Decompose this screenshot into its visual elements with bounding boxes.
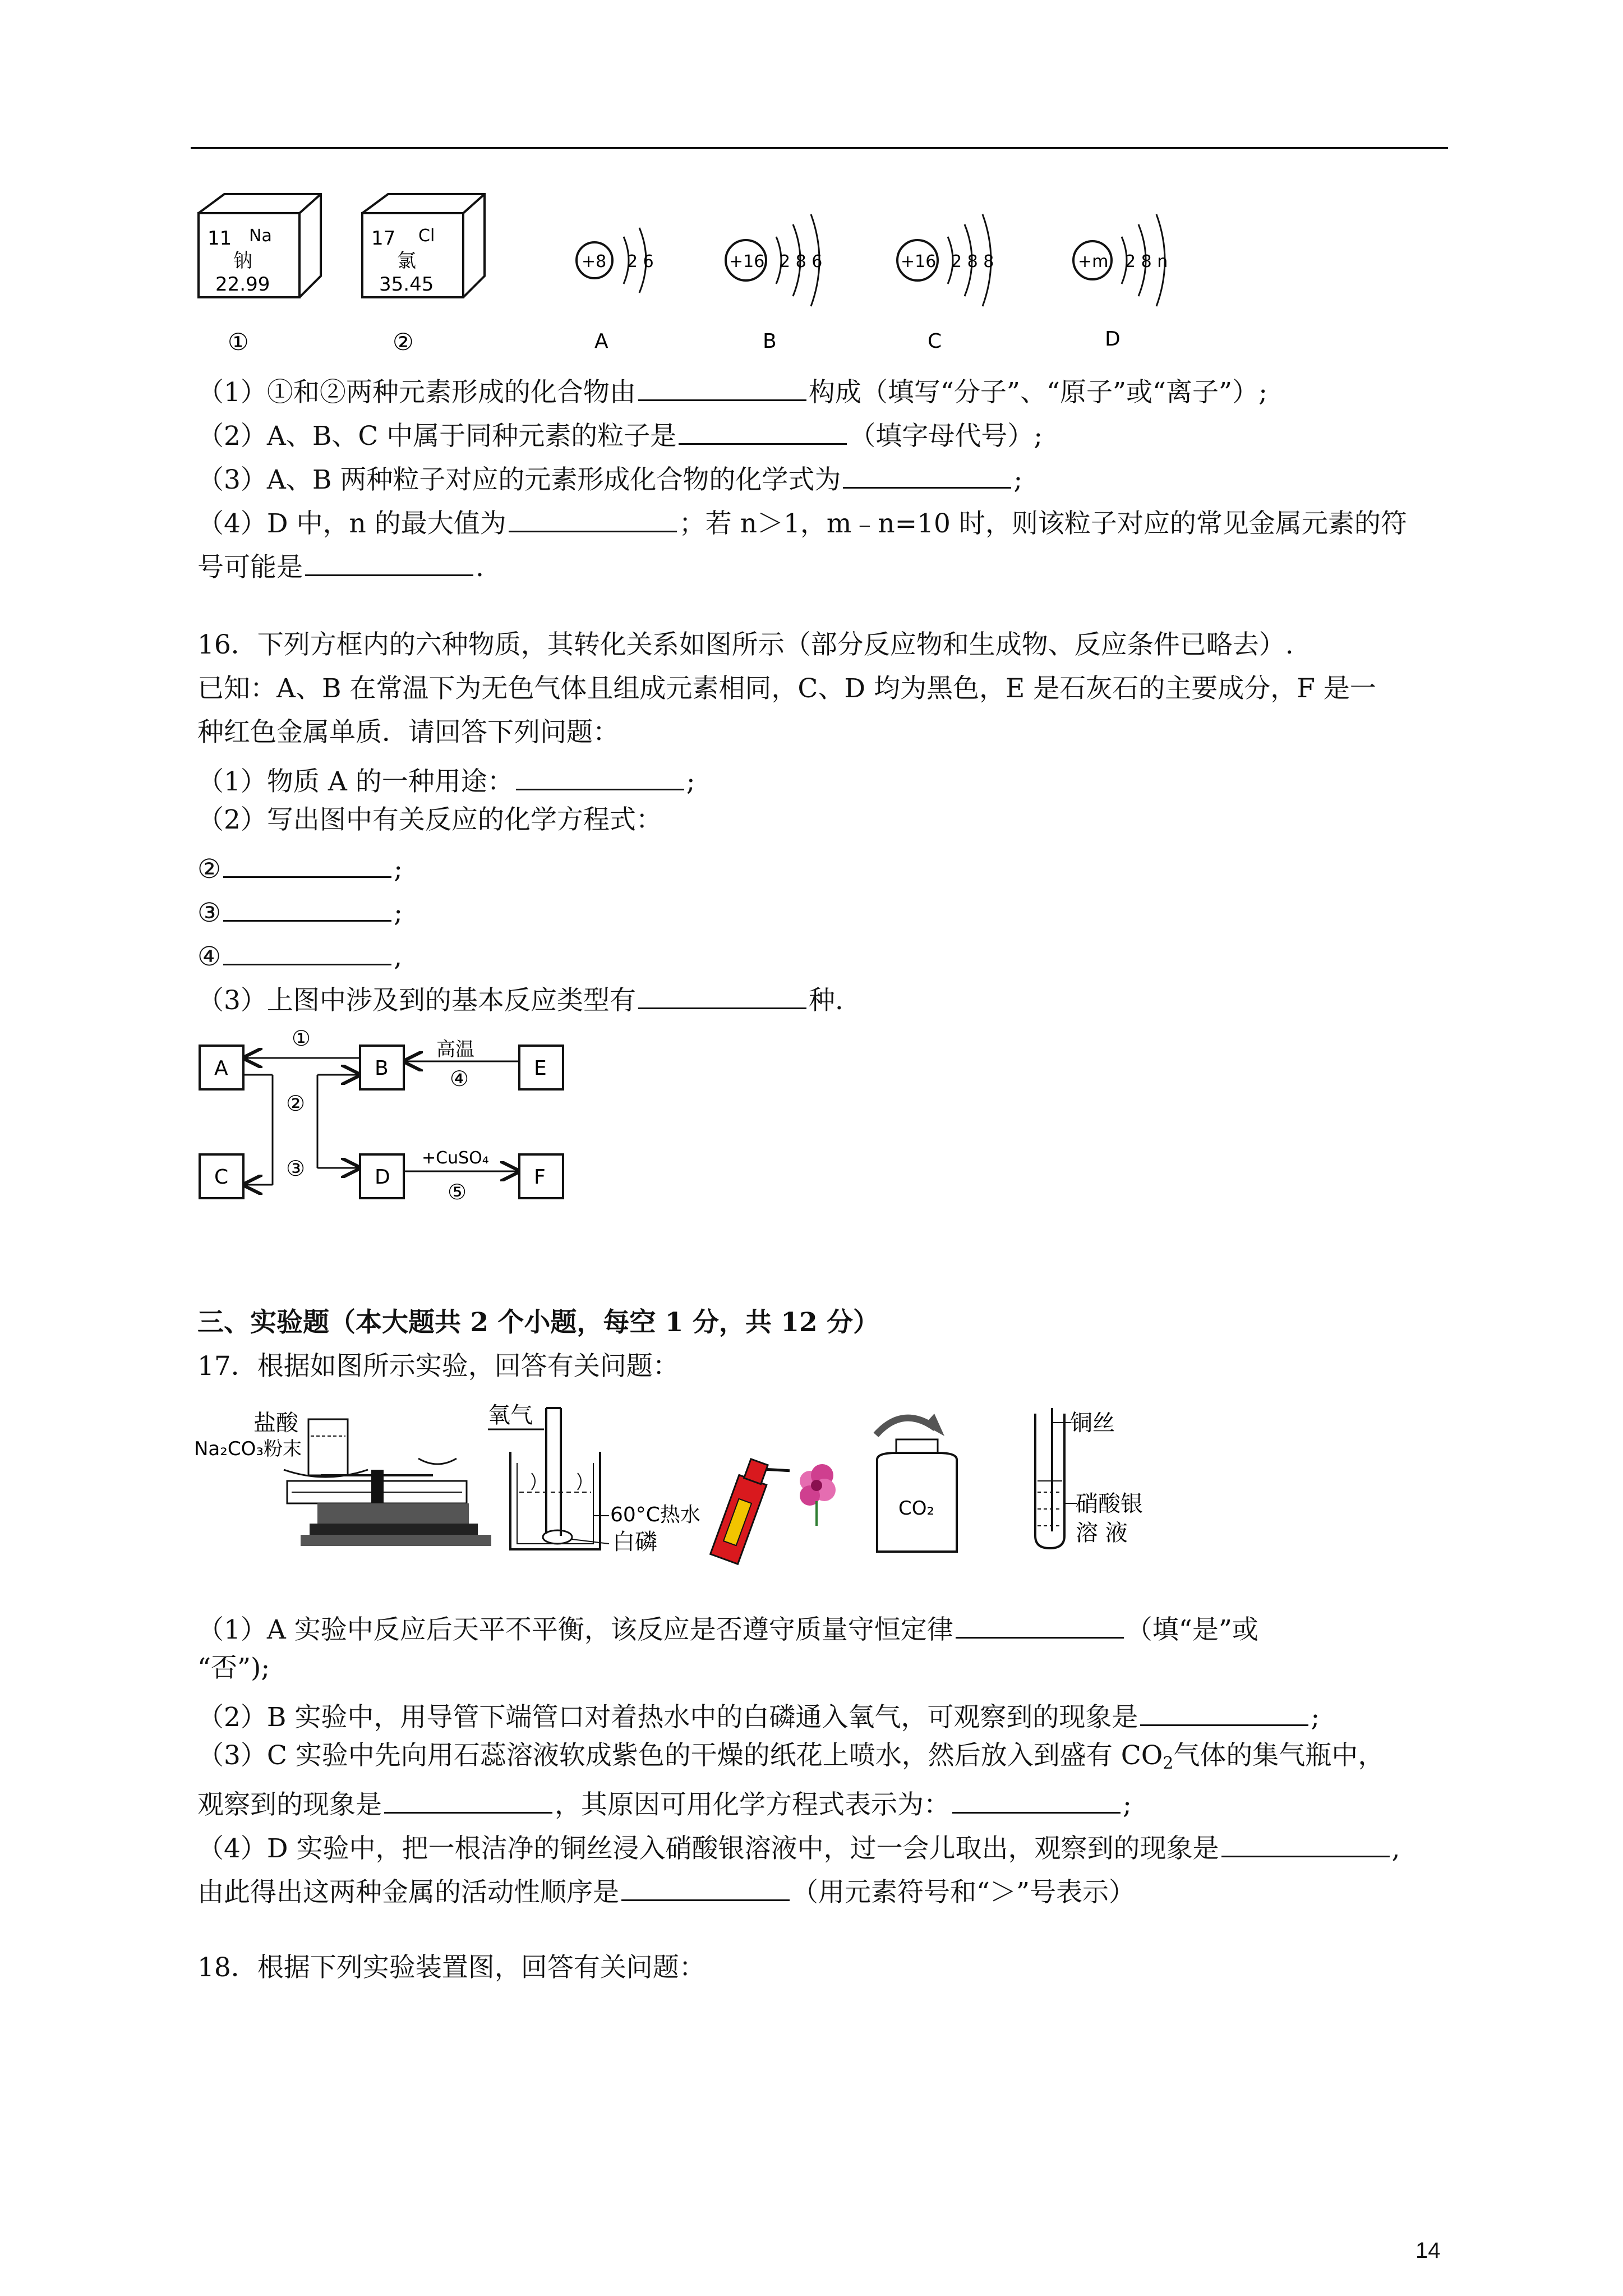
atom-c-label: C — [928, 330, 942, 353]
atom-d-label: D — [1105, 328, 1121, 351]
experiment-d-copper — [1035, 1408, 1143, 1548]
reaction-3-label: ③ — [286, 1156, 306, 1181]
co2-bottle-label: CO₂ — [898, 1497, 935, 1520]
q15-line4: （4）D 中，n 的最大值为 ；若 n＞1，m﹣n=10 时，则该粒子对应的常见金属元素的符 — [197, 503, 1407, 540]
q17-line3: “否”); — [197, 1653, 270, 1683]
svg-text:B: B — [375, 1057, 389, 1080]
svg-text:E: E — [534, 1057, 547, 1080]
atom-d-diagram — [1073, 214, 1168, 306]
white-phosphorus-label: 白磷 — [612, 1529, 657, 1555]
solution-label: 溶 液 — [1076, 1520, 1128, 1546]
atom-b-shells: 2 8 6 — [780, 252, 823, 272]
reaction-5-condition: +CuSO₄ — [422, 1148, 489, 1168]
svg-text:F: F — [534, 1166, 546, 1189]
curved-arrow-icon — [876, 1414, 944, 1436]
svg-text:A: A — [214, 1057, 228, 1080]
atom-c-nucleus: +16 — [901, 252, 937, 272]
experiment-c-co2 — [711, 1414, 957, 1570]
svg-text:D: D — [375, 1166, 390, 1189]
box-b — [360, 1046, 404, 1089]
atom-a-nucleus: +8 — [582, 252, 607, 272]
q17-line7: （4）D 实验中，把一根洁净的铜丝浸入硝酸银溶液中，过一会儿取出，观察到的现象是 , — [197, 1828, 1400, 1865]
chlorine-card — [362, 194, 485, 297]
oxygen-label: 氧气 — [488, 1402, 533, 1428]
atom-b-nucleus: +16 — [729, 252, 765, 272]
q16-line4: （1）物质 A 的一种用途： ; — [197, 761, 695, 798]
copper-wire-label: 铜丝 — [1070, 1410, 1115, 1436]
atom-a-shells: 2 6 — [627, 252, 654, 272]
chlorine-symbol: Cl — [418, 226, 435, 246]
reaction-4-condition: 高温 — [436, 1038, 474, 1061]
sodium-symbol: Na — [249, 226, 272, 246]
sodium-name: 钠 — [233, 250, 252, 272]
section-3-heading: 三、实验题（本大题共 2 个小题，每空 1 分，共 12 分） — [197, 1307, 879, 1338]
q16-line3: 种红色金属单质．请回答下列问题： — [197, 717, 619, 748]
svg-text:C: C — [214, 1166, 229, 1189]
q17-line8: 由此得出这两种金属的活动性顺序是 （用元素符号和“＞”号表示） — [197, 1871, 1135, 1908]
box-c — [200, 1154, 243, 1198]
conversion-flow-diagram — [191, 1021, 583, 1212]
q15-line3: （3）A、B 两种粒子对应的元素形成化合物的化学式为 ; — [197, 459, 1022, 496]
reaction-2-label: ② — [286, 1091, 306, 1116]
atom-d-nucleus: +m — [1078, 252, 1109, 272]
atom-d-shells: 2 8 n — [1125, 252, 1168, 272]
atom-c-diagram — [897, 214, 994, 306]
q17-line1: 17．根据如图所示实验，回答有关问题： — [197, 1351, 679, 1382]
atom-c-shells: 2 8 8 — [951, 252, 994, 272]
na2co3-label: Na₂CO₃粉末 — [194, 1438, 302, 1460]
q16-line2: 已知：A、B 在常温下为无色气体且组成元素相同，C、D 均为黑色，E 是石灰石的主要成分，F 是一 — [197, 673, 1376, 704]
reaction-5-label: ⑤ — [448, 1180, 467, 1204]
header-rule — [191, 147, 1448, 149]
atom-a-diagram — [577, 228, 654, 293]
box-d — [360, 1154, 404, 1198]
atom-b-diagram — [726, 214, 822, 306]
atom-b-label: B — [763, 330, 777, 353]
q17-line5: （3）C 实验中先向用石蕊溶液软成紫色的干燥的纸花上喷水，然后放入到盛有 $CO_2$气体的集气瓶中， — [197, 1740, 1385, 1773]
experiment-b-phosphorus — [488, 1402, 700, 1555]
experiment-a-balance — [194, 1410, 491, 1546]
card1-label: ① — [228, 328, 249, 356]
box-f — [519, 1154, 563, 1198]
q15-line5: 号可能是 . — [197, 546, 484, 583]
card2-label: ② — [393, 328, 414, 356]
q17-line2: （1）A 实验中反应后天平不平衡，该反应是否遵守质量守恒定律 （填“是”或 — [197, 1609, 1258, 1646]
chlorine-mass: 35.45 — [379, 273, 434, 296]
q16-line1: 16．下列方框内的六种物质，其转化关系如图所示（部分反应物和生成物、反应条件已略去）. — [197, 629, 1294, 660]
q17-line6: 观察到的现象是 ，其原因可用化学方程式表示为： ; — [197, 1784, 1132, 1821]
q17-line4: （2）B 实验中，用导管下端管口对着热水中的白磷通入氧气，可观察到的现象是 ; — [197, 1696, 1320, 1733]
q18-line1: 18．根据下列实验装置图，回答有关问题： — [197, 1952, 706, 1983]
chlorine-number: 17 — [371, 227, 396, 250]
reaction-1-label: ① — [292, 1026, 311, 1051]
sodium-number: 11 — [208, 227, 232, 250]
page-number: 14 — [1415, 2238, 1441, 2263]
q16-line7: ③ ; — [197, 892, 403, 929]
q16-line6: ② ; — [197, 848, 403, 885]
q15-line1: （1）①和②两种元素形成的化合物由 构成（填写“分子”、“原子”或“离子”）; — [197, 371, 1267, 408]
flower-icon — [800, 1464, 836, 1526]
silver-nitrate-label: 硝酸银 — [1076, 1491, 1143, 1517]
q16-line8: ④ , — [197, 936, 402, 973]
chlorine-name: 氯 — [397, 250, 416, 272]
element-and-atom-figure — [191, 191, 1211, 365]
box-a — [200, 1046, 243, 1089]
q16-line9: （3）上图中涉及到的基本反应类型有 种. — [197, 979, 843, 1016]
box-e — [519, 1046, 563, 1089]
sodium-card — [199, 194, 321, 297]
hot-water-label: 60°C热水 — [610, 1503, 700, 1526]
reaction-4-label: ④ — [450, 1066, 469, 1091]
q16-line5: （2）写出图中有关反应的化学方程式： — [197, 804, 662, 835]
sodium-mass: 22.99 — [215, 273, 270, 296]
q15-line2: （2）A、B、C 中属于同种元素的粒子是 （填字母代号）; — [197, 415, 1043, 452]
hcl-label: 盐酸 — [253, 1410, 298, 1436]
experiment-figure — [191, 1397, 1256, 1599]
atom-a-label: A — [594, 330, 608, 353]
